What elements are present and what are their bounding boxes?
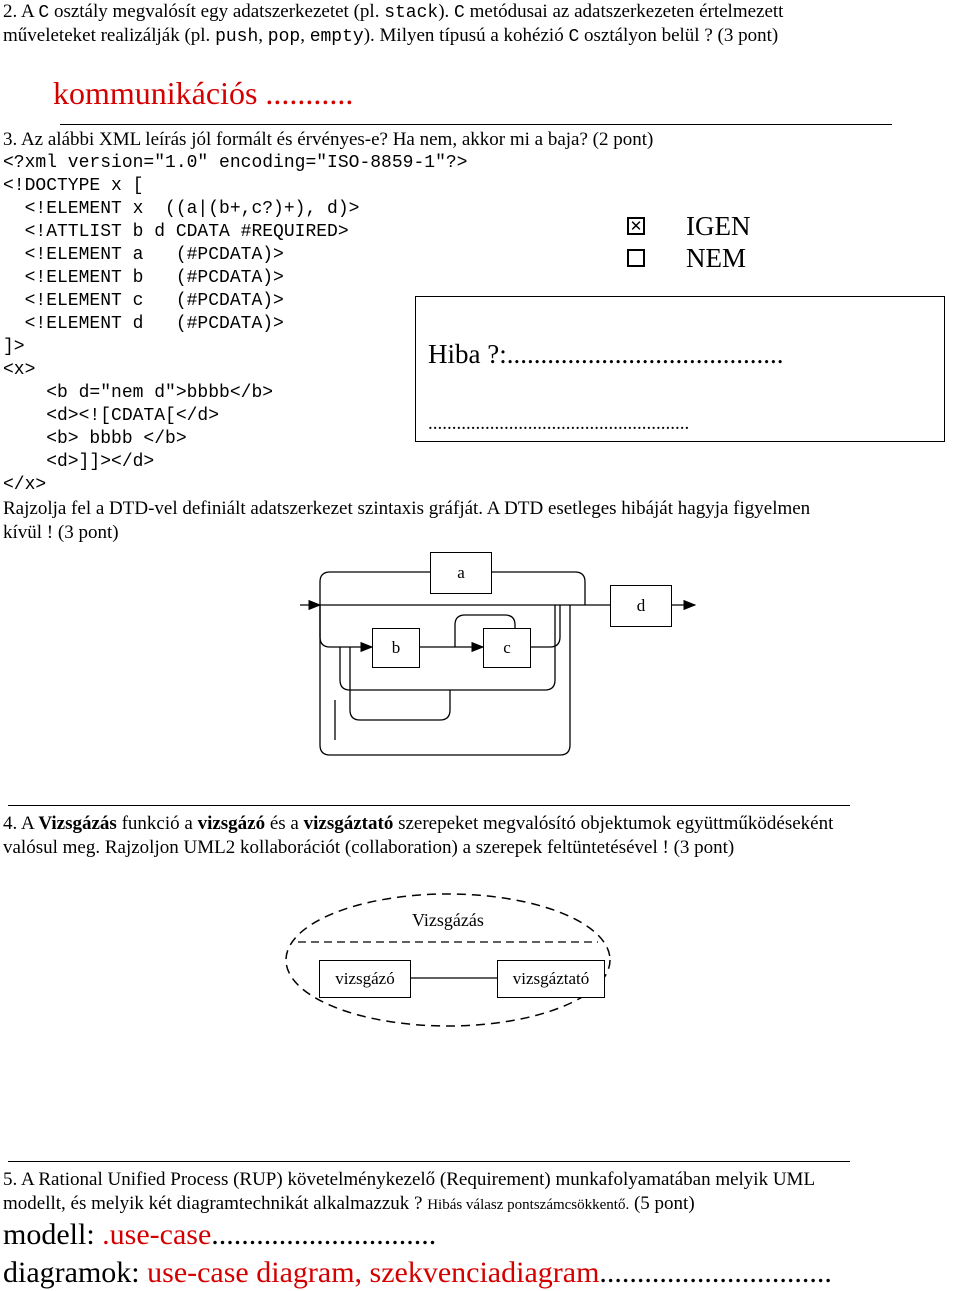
text-run: és a — [265, 813, 304, 834]
model-value: .use-case — [102, 1218, 212, 1251]
q3-question: 3. Az alábbi XML leírás jól formált és érvényes-e? Ha nem, akkor mi a baja? (2 pont) — [3, 129, 654, 150]
diagram-dots: ............................... — [599, 1256, 832, 1289]
text-run: pop — [267, 27, 301, 47]
code-line: <d><![CDATA[</d> — [3, 406, 220, 426]
code-line: </x> — [3, 475, 47, 495]
role-vizsgazo — [319, 960, 411, 998]
model-label: modell: — [3, 1218, 103, 1251]
role-vizsgaztato-label: vizsgáztató — [512, 969, 590, 988]
model-dots: .............................. — [211, 1218, 437, 1251]
checkbox-igen[interactable]: ✕ — [627, 217, 645, 235]
role-vizsgazo-label: vizsgázó — [335, 969, 395, 988]
code-line: <!ELEMENT b (#PCDATA)> — [3, 268, 284, 288]
q2-answer: kommunikációs ........... — [53, 75, 354, 111]
code-line: <!ELEMENT x ((a|(b+,c?)+), d)> — [3, 199, 360, 219]
graph-node-d-label: d — [636, 596, 646, 615]
text-run: metódusai az adatszerkezeten értelmezett — [464, 1, 784, 22]
dtd-task-line-2: kívül ! (3 pont) — [3, 522, 119, 543]
code-line: <!ELEMENT d (#PCDATA)> — [3, 314, 284, 334]
text-run: műveleteket realizálják (pl. — [3, 25, 216, 46]
text-run: C — [38, 3, 50, 23]
graph-node-b-label: b — [391, 638, 401, 657]
hiba-line-2: ....................................................... — [428, 413, 690, 434]
text-run: ). — [438, 1, 455, 22]
text-run: 2. A — [3, 1, 39, 22]
graph-node-c-label: c — [503, 638, 511, 657]
text-run: push — [215, 27, 259, 47]
diagram-value: use-case diagram, szekvenciadiagram — [147, 1256, 600, 1289]
diagram-answer — [3, 1256, 832, 1290]
text-run: , — [258, 25, 268, 46]
text-run: Vizsgázás — [38, 813, 117, 834]
text-run: empty — [309, 27, 364, 47]
text-run: osztályon belül ? (3 pont) — [579, 25, 779, 46]
separator — [8, 1161, 850, 1162]
code-line: <!ELEMENT c (#PCDATA)> — [3, 291, 284, 311]
text-run: , — [300, 25, 310, 46]
option-nem-label: NEM — [686, 243, 746, 273]
code-line: <!DOCTYPE x [ — [3, 176, 144, 196]
text-run: C — [568, 27, 580, 47]
code-line: <b d="nem d">bbbb</b> — [3, 383, 274, 403]
code-line: <!ATTLIST b d CDATA #REQUIRED> — [3, 222, 349, 242]
text-run: 4. A — [3, 813, 39, 834]
code-line: <!ELEMENT a (#PCDATA)> — [3, 245, 284, 265]
text-run: C — [454, 3, 465, 23]
text-run: ). Milyen típusú a kohézió — [363, 25, 569, 46]
hiba-label: Hiba ?:......................................... — [428, 339, 784, 369]
graph-node-a-label: a — [457, 563, 465, 582]
q4-line-2: valósul meg. Rajzoljon UML2 kollaborációt (collaboration) a szerepek feltüntetésével ! (3 pont) — [3, 837, 735, 858]
code-line: <d>]]></d> — [3, 452, 155, 472]
q5-line-2-b: (5 pont) — [629, 1193, 695, 1214]
code-line: ]> — [3, 337, 25, 357]
model-answer — [3, 1218, 436, 1252]
q5-line-2 — [3, 1192, 695, 1217]
text-run: funkció a — [116, 813, 198, 834]
text-run: vizsgáztató — [303, 813, 394, 834]
code-line: <x> — [3, 360, 36, 380]
q5-line-1: 5. A Rational Unified Process (RUP) követelménykezelő (Requirement) munkafolyamatában melyik UML — [3, 1169, 816, 1190]
text-run: osztály megvalósít egy adatszerkezetet (pl. — [49, 1, 385, 22]
q5-line-2-small: Hibás válasz pontszámcsökkentő. — [427, 1197, 630, 1213]
role-vizsgaztato — [497, 960, 605, 998]
text-run: szerepeket megvalósító objektumok együttműködéseként — [393, 813, 834, 834]
text-run: vizsgázó — [197, 813, 266, 834]
dtd-task-line-1: Rajzolja fel a DTD-vel definiált adatszerkezet szintaxis gráfját. A DTD esetleges hibáját hagyja figyelmen — [3, 498, 811, 519]
collaboration-name: Vizsgázás — [412, 910, 484, 930]
text-run: stack — [384, 3, 439, 23]
code-line: <b> bbbb </b> — [3, 429, 187, 449]
diagram-label: diagramok: — [3, 1256, 148, 1289]
option-igen-label: IGEN — [686, 211, 751, 241]
q5-line-2-a: modellt, és melyik két diagramtechnikát alkalmazzuk ? — [3, 1193, 428, 1214]
code-line: <?xml version="1.0" encoding="ISO-8859-1"?> — [3, 153, 468, 173]
